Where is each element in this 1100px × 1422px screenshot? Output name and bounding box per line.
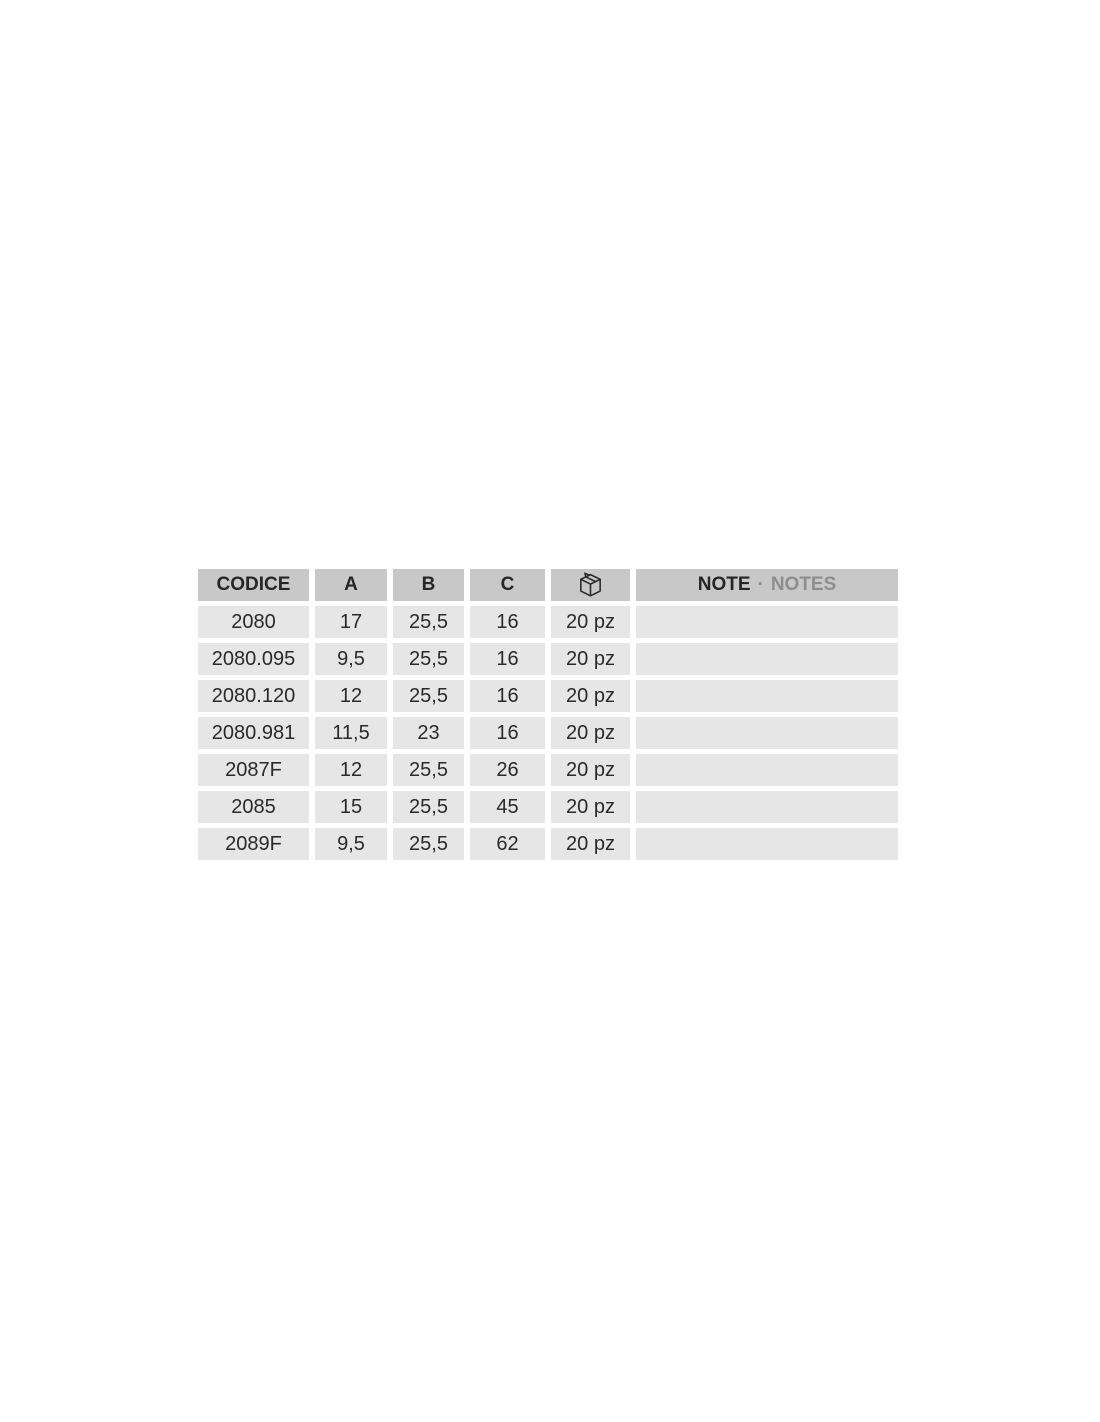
cell-note <box>636 754 898 786</box>
cell-dim-a: 9,5 <box>315 643 387 675</box>
cell-qty: 20 pz <box>551 754 630 786</box>
cell-codice: 2087F <box>198 754 309 786</box>
cell-qty: 20 pz <box>551 680 630 712</box>
cell-qty: 20 pz <box>551 791 630 823</box>
cell-dim-b: 25,5 <box>393 791 464 823</box>
package-icon <box>576 571 605 600</box>
cell-note <box>636 606 898 638</box>
cell-dim-c: 45 <box>470 791 545 823</box>
cell-dim-b: 25,5 <box>393 643 464 675</box>
cell-dim-a: 17 <box>315 606 387 638</box>
note-separator: · <box>757 574 764 595</box>
cell-dim-a: 15 <box>315 791 387 823</box>
cell-dim-c: 16 <box>470 606 545 638</box>
cell-dim-c: 16 <box>470 680 545 712</box>
cell-dim-b: 25,5 <box>393 606 464 638</box>
header-codice: CODICE <box>198 569 309 601</box>
header-packaging <box>551 569 630 601</box>
cell-dim-b: 25,5 <box>393 680 464 712</box>
header-dim-b: B <box>393 569 464 601</box>
cell-dim-c: 16 <box>470 643 545 675</box>
cell-codice: 2080.981 <box>198 717 309 749</box>
header-notes <box>636 569 898 601</box>
cell-codice: 2080.120 <box>198 680 309 712</box>
cell-qty: 20 pz <box>551 828 630 860</box>
cell-note <box>636 791 898 823</box>
cell-dim-b: 23 <box>393 717 464 749</box>
product-spec-table <box>198 569 898 860</box>
cell-dim-c: 26 <box>470 754 545 786</box>
cell-qty: 20 pz <box>551 717 630 749</box>
cell-qty: 20 pz <box>551 606 630 638</box>
cell-dim-a: 9,5 <box>315 828 387 860</box>
cell-codice: 2080.095 <box>198 643 309 675</box>
header-dim-a: A <box>315 569 387 601</box>
cell-codice: 2080 <box>198 606 309 638</box>
cell-codice: 2089F <box>198 828 309 860</box>
cell-dim-a: 12 <box>315 754 387 786</box>
cell-note <box>636 643 898 675</box>
cell-qty: 20 pz <box>551 643 630 675</box>
note-label-it: NOTE <box>697 574 751 595</box>
cell-codice: 2085 <box>198 791 309 823</box>
header-dim-c: C <box>470 569 545 601</box>
cell-note <box>636 828 898 860</box>
note-label-en: NOTES <box>770 574 837 595</box>
cell-dim-c: 16 <box>470 717 545 749</box>
cell-dim-b: 25,5 <box>393 828 464 860</box>
cell-dim-b: 25,5 <box>393 754 464 786</box>
cell-dim-a: 11,5 <box>315 717 387 749</box>
cell-dim-c: 62 <box>470 828 545 860</box>
cell-dim-a: 12 <box>315 680 387 712</box>
cell-note <box>636 717 898 749</box>
cell-note <box>636 680 898 712</box>
